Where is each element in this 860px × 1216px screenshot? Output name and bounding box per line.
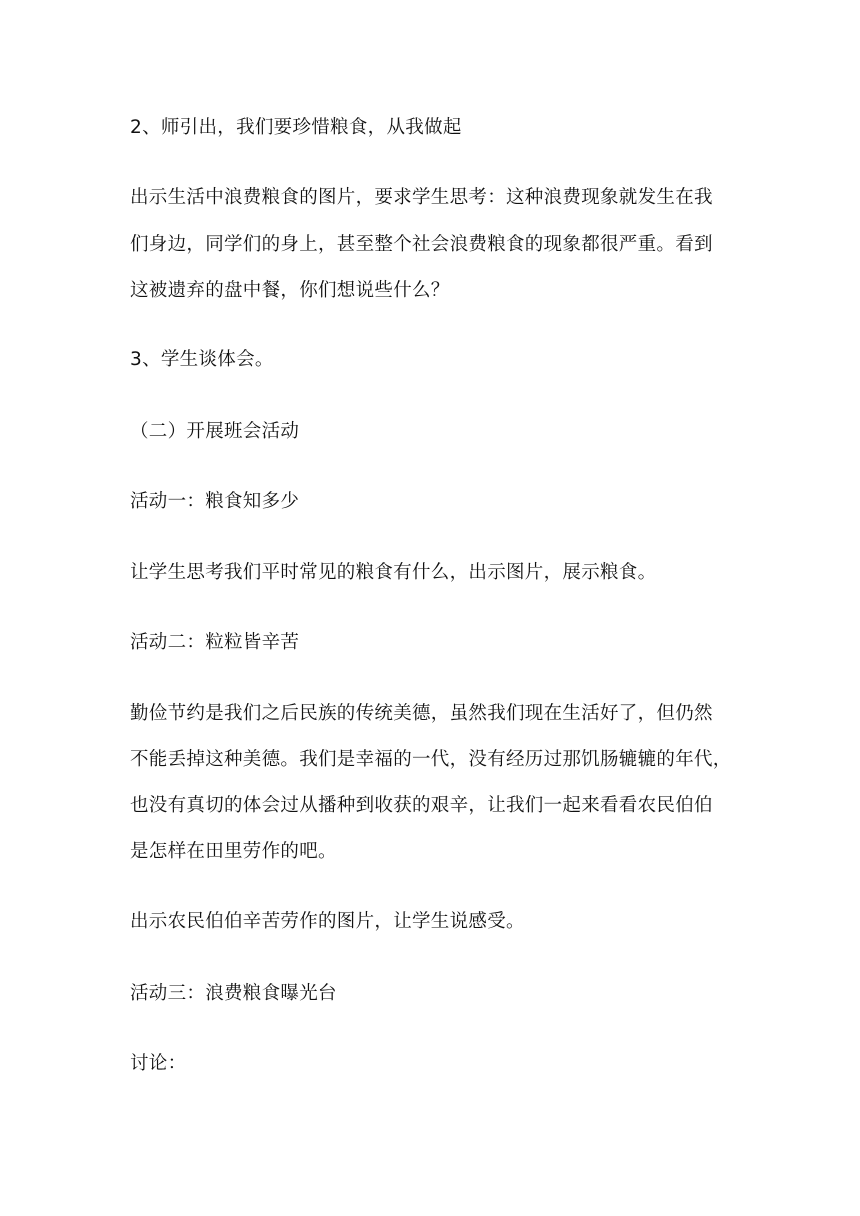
paragraph-line: 让学生思考我们平时常见的粮食有什么，出示图片，展示粮食。 [130, 562, 657, 583]
paragraph-line: 也没有真切的体会过从播种到收获的艰辛，让我们一起来看看农民伯伯 [130, 795, 713, 816]
activity-1-heading: 活动一：粮食知多少 [130, 491, 300, 512]
paragraph-line: 出示农民伯伯辛苦劳作的图片，让学生说感受。 [130, 911, 525, 932]
step-2-heading: 2、师引出，我们要珍惜粮食，从我做起 [130, 117, 462, 138]
step-3-heading: 3、学生谈体会。 [130, 349, 274, 370]
paragraph-line: 出示生活中浪费粮食的图片，要求学生思考：这种浪费现象就发生在我 [130, 187, 713, 208]
paragraph-line: 这被遗弃的盘中餐，你们想说些什么？ [130, 280, 450, 301]
paragraph-line: 不能丢掉这种美德。我们是幸福的一代，没有经历过那饥肠辘辘的年代， [130, 749, 732, 770]
activity-2-heading: 活动二：粒粒皆辛苦 [130, 632, 300, 653]
paragraph-line: 勤俭节约是我们之后民族的传统美德，虽然我们现在生活好了，但仍然 [130, 703, 713, 724]
paragraph-line: 是怎样在田里劳作的吧。 [130, 841, 337, 862]
section-heading: （二）开展班会活动 [130, 421, 300, 442]
activity-3-heading: 活动三：浪费粮食曝光台 [130, 983, 337, 1004]
discussion-label: 讨论： [130, 1053, 187, 1074]
paragraph-line: 们身边，同学们的身上，甚至整个社会浪费粮食的现象都很严重。看到 [130, 234, 713, 255]
